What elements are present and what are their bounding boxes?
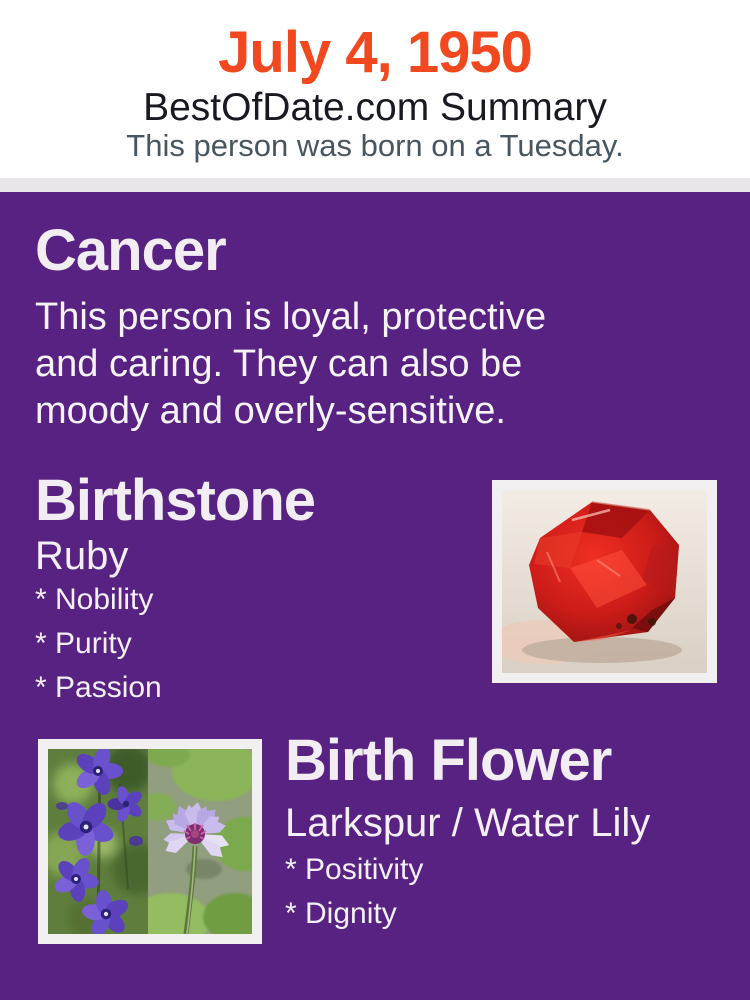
birth-flower-photo	[38, 739, 262, 944]
zodiac-description-line: and caring. They can also be	[35, 343, 523, 385]
birth-flower-trait: * Dignity	[285, 897, 397, 930]
birthstone-trait: * Nobility	[35, 583, 154, 616]
birth-flower-name: Larkspur / Water Lily	[285, 801, 651, 845]
ruby-gem-illustration	[502, 490, 707, 673]
birthstone-heading: Birthstone	[35, 468, 315, 533]
water-lily-photo-half	[130, 749, 252, 934]
divider-strip	[0, 178, 750, 192]
header	[0, 0, 750, 178]
zodiac-description	[35, 294, 660, 435]
birth-flower-trait-list	[285, 855, 423, 943]
zodiac-description-line: This person is loyal, protective	[35, 296, 547, 338]
site-summary-title: BestOfDate.com Summary	[143, 86, 607, 129]
birth-flower-trait: * Positivity	[285, 853, 424, 886]
birthstone-trait: * Passion	[35, 671, 162, 704]
ruby-photo	[492, 480, 717, 683]
birthstone-name: Ruby	[35, 534, 129, 578]
birthstone-trait-list	[35, 585, 162, 717]
details-panel	[0, 192, 750, 1000]
larkspur-water-lily-illustration	[48, 749, 252, 934]
zodiac-sign-heading: Cancer	[35, 218, 226, 283]
date-title: July 4, 1950	[218, 20, 532, 85]
birthstone-trait: * Purity	[35, 627, 132, 660]
born-day-note: This person was born on a Tuesday.	[126, 128, 624, 163]
birth-flower-heading: Birth Flower	[285, 728, 612, 793]
zodiac-description-line: moody and overly-sensitive.	[35, 390, 506, 432]
larkspur-photo-half	[48, 749, 164, 934]
